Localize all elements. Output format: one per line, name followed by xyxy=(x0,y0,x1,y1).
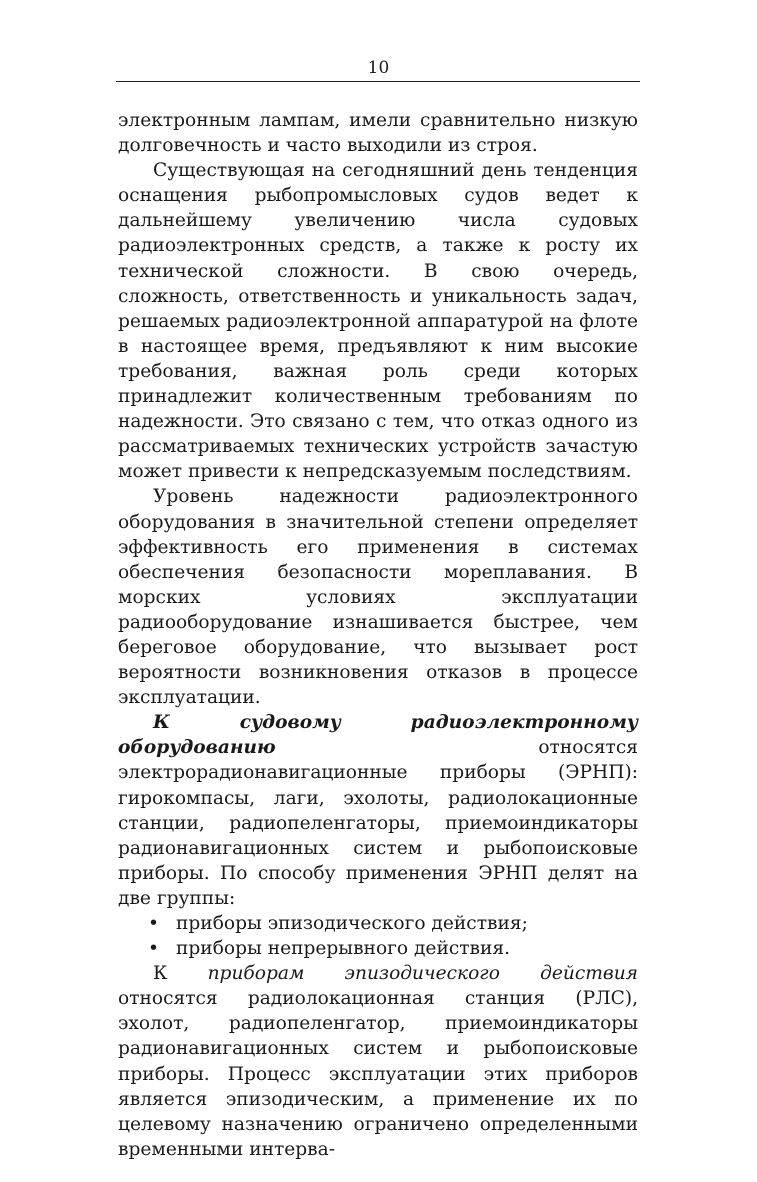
bullet-icon: • xyxy=(148,913,159,934)
paragraph-5-text: относятся радиолокационная станция (РЛС), эхолот, радиопеленгатор, приемоиндикаторы радионавигационных систем и рыбопоисковые приборы. Процесс эксплуатации этих приборов является эпизодическим, а применение их по целевому назначению ограничено определенными временными интерва- xyxy=(118,988,638,1160)
list-item-text: приборы эпизодического действия; xyxy=(176,913,528,934)
term-ship-radio-equipment: К судовому радиоэлектронному оборудованию xyxy=(118,712,638,759)
header-rule xyxy=(116,81,640,82)
term-episodic-devices: приборам эпизодического действия xyxy=(207,963,638,985)
bullet-icon: • xyxy=(148,938,159,960)
paragraph-5-start: К xyxy=(153,963,168,985)
list-item xyxy=(118,936,638,961)
body-text xyxy=(118,108,638,1162)
paragraph-1: электронным лампам, имели сравнительно низкую долговечность и часто выходили из строя. xyxy=(118,110,638,157)
paragraph-2: Существующая на сегодняшний день тенденция оснащения рыбопромысловых судов ведет к дальнейшему увеличению числа судовых радиоэлектронных средств, а также к росту их технической сложности. В свою очередь, сложность, ответственность и уникальность задач, решаемых радиоэлектронной аппаратурой на флоте в настоящее время, предъявляют к ним высокие требования, важная роль среди которых принадлежит количественным требованиям по надежности. Это связано с тем, что отказ одного из рассматриваемых технических устройств зачастую может привести к непредсказуемым последствиям. xyxy=(118,160,638,483)
paragraph-4-text: относятся электрорадионавигационные приборы (ЭРНП): гирокомпасы, лаги, эхолоты, радиолокационные станции, радиопеленгаторы, приемоиндикаторы радионавигационных систем и рыбопоисковые приборы. По способу применения ЭРНП делят на две группы: xyxy=(118,737,638,909)
paragraph-5 xyxy=(118,961,638,1162)
list-item xyxy=(118,911,638,936)
paragraph-3: Уровень надежности радиоэлектронного оборудования в значительной степени определяет эффективность его применения в системах обеспечения безопасности мореплавания. В морских условиях эксплуатации радиооборудование изнашивается быстрее, чем береговое оборудование, что вызывает рост вероятности возникновения отказов в процессе эксплуатации. xyxy=(118,486,638,709)
list-item-text: приборы непрерывного действия. xyxy=(176,938,511,960)
page-number: 10 xyxy=(367,58,390,78)
paragraph-4 xyxy=(118,710,638,911)
device-group-list xyxy=(118,911,638,961)
